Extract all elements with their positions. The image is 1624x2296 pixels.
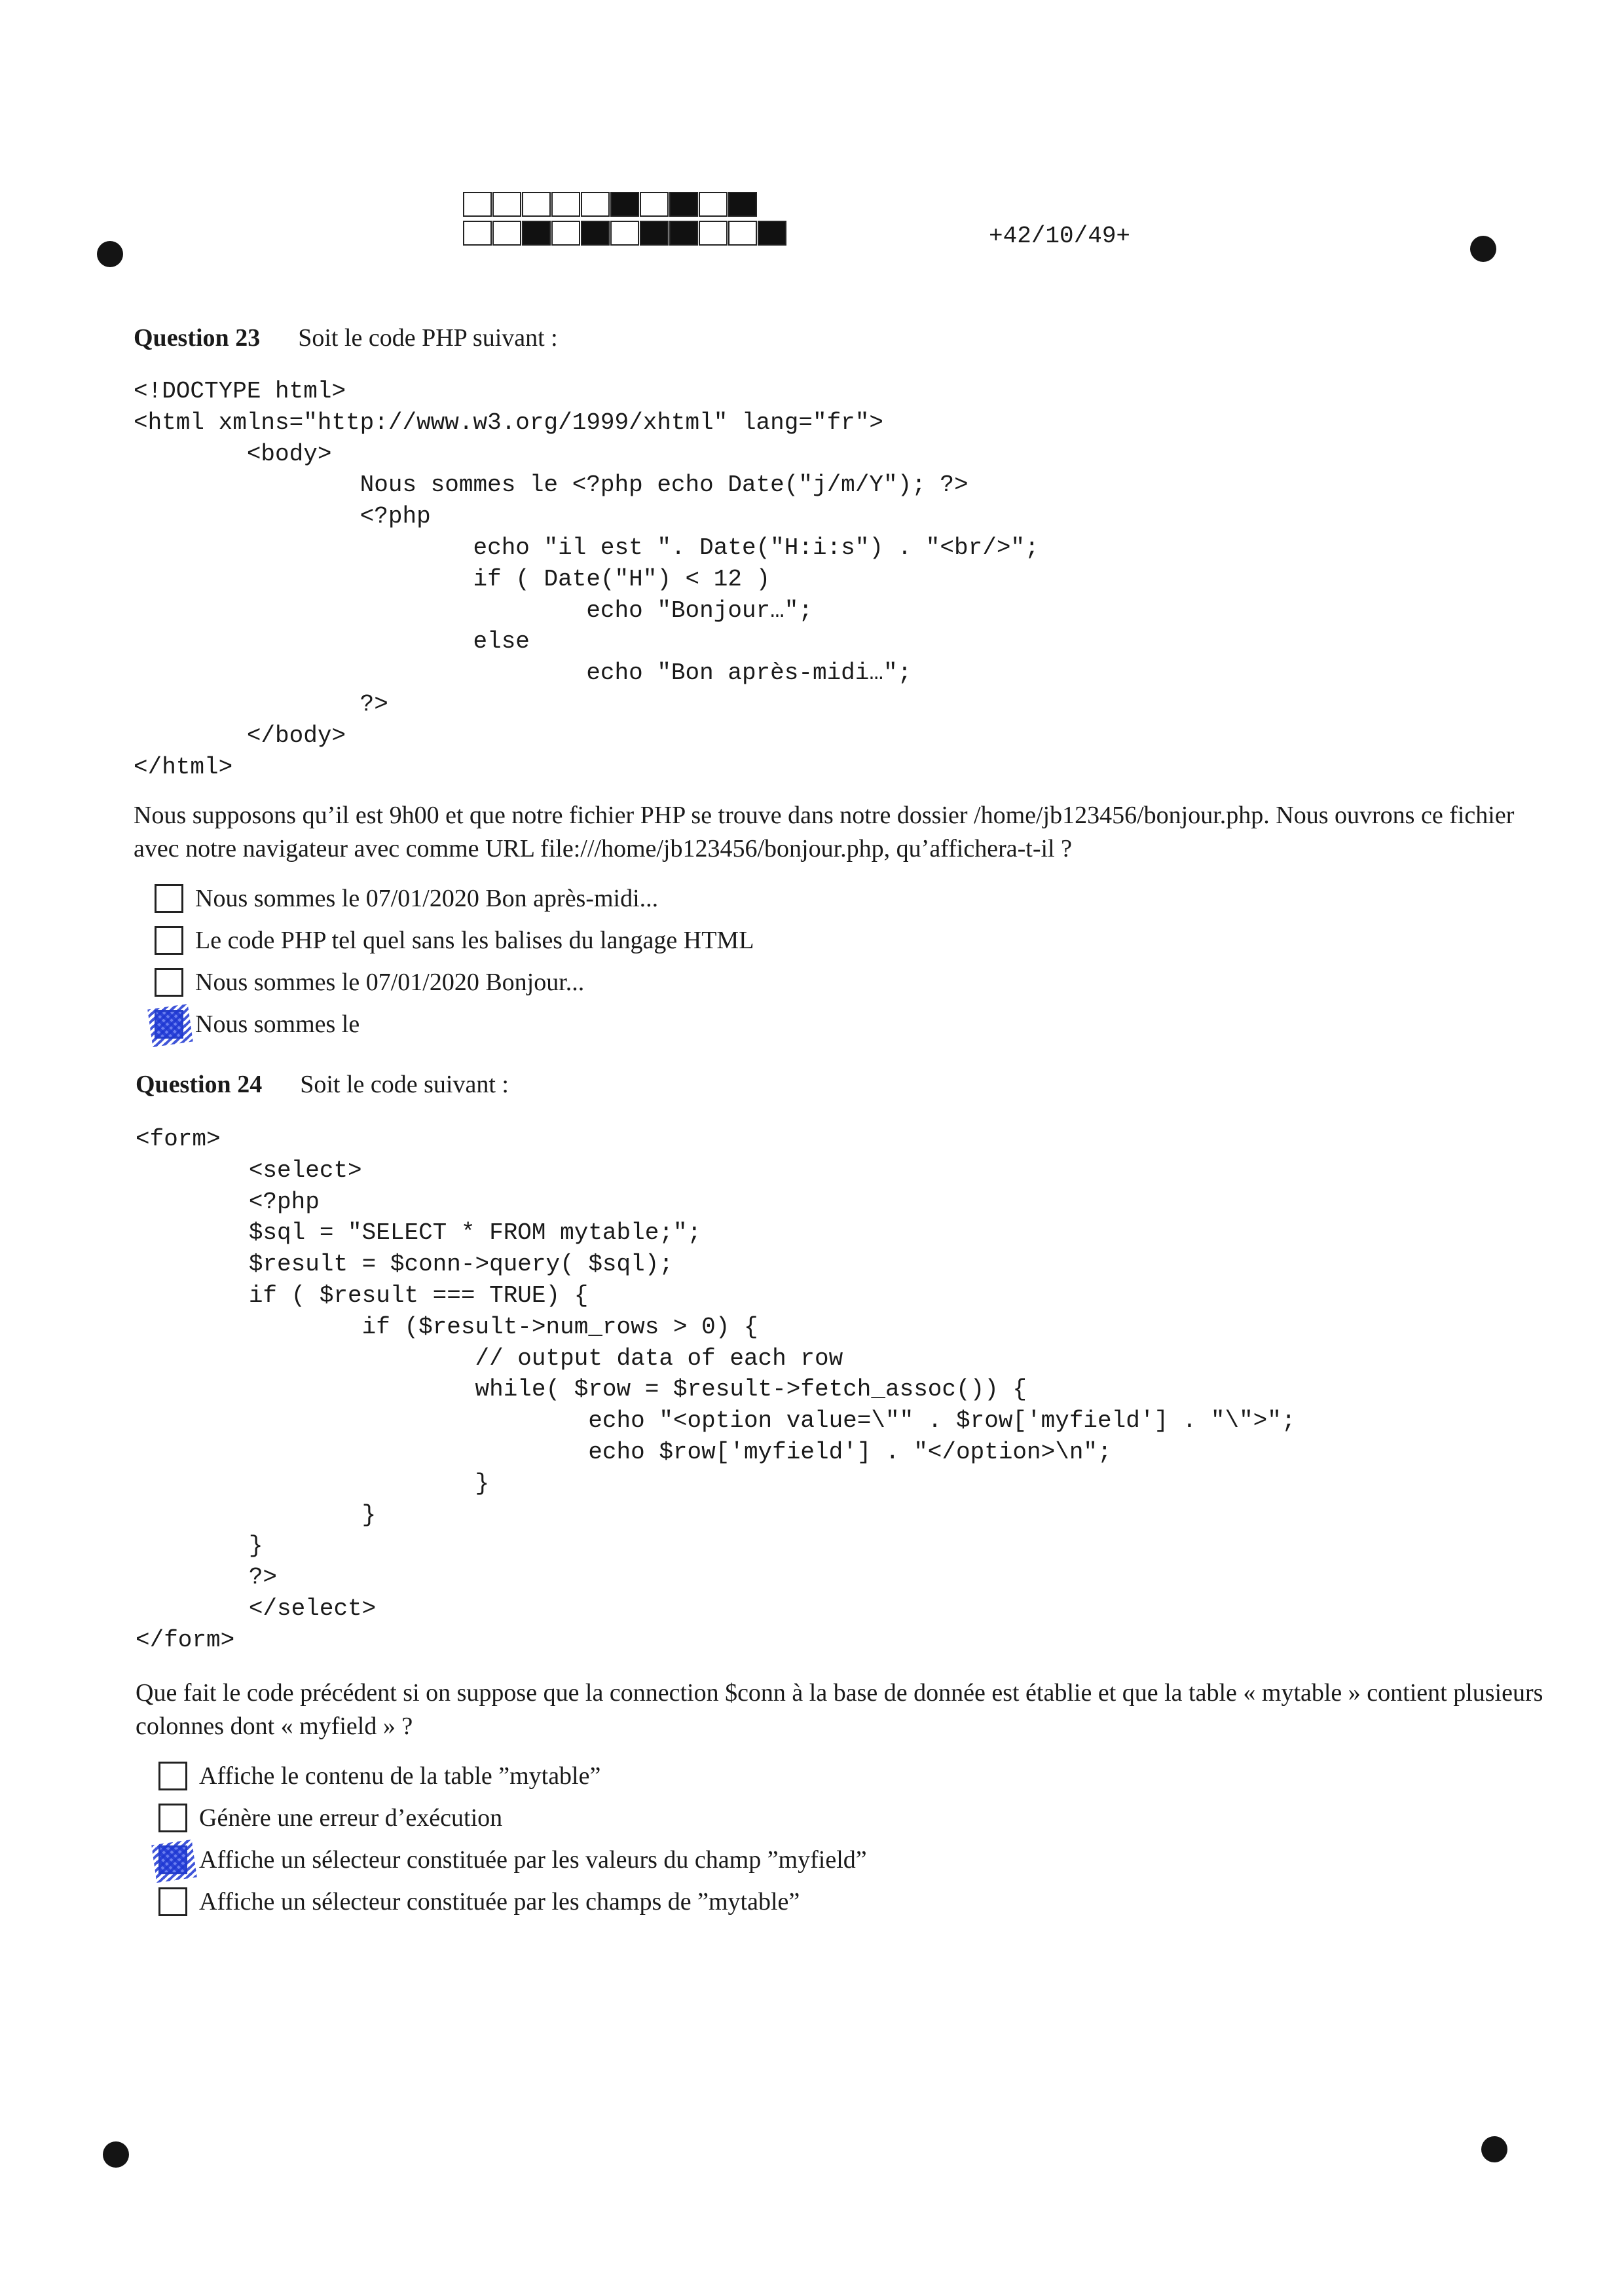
barcode-cell (728, 221, 757, 246)
answer-option[interactable] (158, 1839, 867, 1881)
code-line: echo "il est ". Date("H:i:s") . "<br/>"; (134, 534, 1039, 561)
answer-list (155, 878, 754, 1045)
barcode-cell (522, 192, 551, 217)
barcode-cell (728, 192, 757, 217)
answer-label: Génère une erreur d’exécution (199, 1804, 503, 1832)
student-id-barcode (463, 192, 787, 250)
question-intro: Soit le code suivant : (300, 1071, 509, 1098)
barcode-cell (463, 192, 492, 217)
checkbox[interactable] (155, 926, 183, 955)
code-line: echo "Bonjour…"; (134, 597, 813, 624)
question-intro: Soit le code PHP suivant : (298, 324, 558, 352)
code-line: </select> (136, 1595, 377, 1622)
code-line: ?> (134, 690, 388, 718)
question-24-heading (136, 1070, 509, 1099)
corner-registration-mark-bottom-left (103, 2141, 129, 2168)
barcode-cell (463, 221, 492, 246)
checked-checkbox[interactable] (155, 1010, 183, 1039)
answer-label: Nous sommes le 07/01/2020 Bon après-midi... (195, 885, 659, 912)
answer-list (158, 1755, 867, 1923)
code-line: $result = $conn->query( $sql); (136, 1251, 673, 1278)
barcode-cell (551, 192, 580, 217)
corner-registration-mark-top-right (1470, 236, 1496, 262)
barcode-row (463, 221, 787, 247)
barcode-cell (522, 221, 551, 246)
answer-option[interactable] (158, 1881, 867, 1923)
answer-label: Affiche un sélecteur constituée par les champs de ”mytable” (199, 1888, 800, 1916)
question-number: Question 24 (136, 1071, 263, 1098)
code-line: </form> (136, 1626, 235, 1654)
question-23-heading (134, 324, 558, 352)
checked-checkbox[interactable] (158, 1845, 187, 1874)
question-number: Question 23 (134, 324, 261, 352)
code-line: <form> (136, 1126, 221, 1153)
barcode-cell (492, 192, 521, 217)
barcode-cell (551, 221, 580, 246)
code-line: echo $row['myfield'] . "</option>\n"; (136, 1438, 1112, 1466)
exam-page-id: +42/10/49+ (989, 223, 1131, 250)
barcode-cell (669, 192, 698, 217)
answer-label: Affiche un sélecteur constituée par les valeurs du champ ”myfield” (199, 1846, 867, 1874)
checkbox[interactable] (155, 968, 183, 997)
php-code-block (134, 376, 1039, 783)
answer-option[interactable] (155, 1003, 754, 1045)
code-line: while( $row = $result->fetch_assoc()) { (136, 1376, 1027, 1403)
php-code-block (136, 1124, 1296, 1656)
barcode-cell (640, 221, 669, 246)
barcode-cell (492, 221, 521, 246)
code-line: } (136, 1532, 263, 1560)
barcode-cell (610, 221, 639, 246)
barcode-cell (699, 221, 728, 246)
question-text: Nous supposons qu’il est 9h00 et que notre fichier PHP se trouve dans notre dossier /home/jb123456/bonjour.php. Nous ouvrons ce fichier avec notre navigateur avec comme URL file:///home/jb123456/bonjour.php, qu’affichera-t-il ? (134, 802, 1515, 862)
code-line: </html> (134, 753, 233, 781)
checkbox[interactable] (158, 1804, 187, 1832)
code-line: if ($result->num_rows > 0) { (136, 1313, 758, 1341)
barcode-cell (640, 192, 669, 217)
answer-option[interactable] (155, 961, 754, 1003)
question-text: Que fait le code précédent si on suppose que la connection $conn à la base de donnée est établie et que la table « mytable » contient plusieurs colonnes dont « myfield » ? (136, 1679, 1543, 1740)
code-line: echo "<option value=\"" . $row['myfield'] . "\">"; (136, 1407, 1296, 1435)
code-line: // output data of each row (136, 1344, 843, 1372)
answer-option[interactable] (155, 919, 754, 961)
code-line: <?php (136, 1188, 320, 1215)
code-line: <!DOCTYPE html> (134, 378, 346, 405)
answer-label: Nous sommes le 07/01/2020 Bonjour... (195, 969, 585, 996)
answer-label: Nous sommes le (195, 1010, 360, 1038)
answer-label: Affiche le contenu de la table ”mytable” (199, 1762, 601, 1790)
code-line: if ( Date("H") < 12 ) (134, 565, 771, 593)
barcode-cell (581, 192, 610, 217)
checkbox[interactable] (158, 1762, 187, 1790)
barcode-cell (669, 221, 698, 246)
code-line: </body> (134, 722, 346, 749)
code-line: <body> (134, 440, 332, 468)
code-line: <?php (134, 503, 431, 530)
code-line: } (136, 1470, 490, 1497)
corner-registration-mark-top-left (97, 241, 123, 267)
barcode-cell (758, 221, 786, 246)
barcode-cell (699, 192, 728, 217)
code-line: <html xmlns="http://www.w3.org/1999/xhtml" lang="fr"> (134, 409, 883, 436)
barcode-cell (610, 192, 639, 217)
answer-label: Le code PHP tel quel sans les balises du langage HTML (195, 927, 754, 954)
code-line: } (136, 1501, 377, 1528)
code-line: if ( $result === TRUE) { (136, 1282, 589, 1309)
checkbox[interactable] (158, 1887, 187, 1916)
corner-registration-mark-bottom-right (1481, 2136, 1507, 2162)
code-line: echo "Bon après-midi…"; (134, 659, 912, 687)
answer-option[interactable] (158, 1755, 867, 1797)
answer-option[interactable] (158, 1797, 867, 1839)
code-line: $sql = "SELECT * FROM mytable;"; (136, 1219, 702, 1247)
code-line: ?> (136, 1564, 278, 1591)
code-line: Nous sommes le <?php echo Date("j/m/Y"); ?> (134, 472, 969, 499)
code-line: <select> (136, 1157, 362, 1184)
answer-option[interactable] (155, 878, 754, 919)
code-line: else (134, 628, 530, 656)
barcode-cell (581, 221, 610, 246)
checkbox[interactable] (155, 884, 183, 913)
barcode-row (463, 192, 787, 218)
